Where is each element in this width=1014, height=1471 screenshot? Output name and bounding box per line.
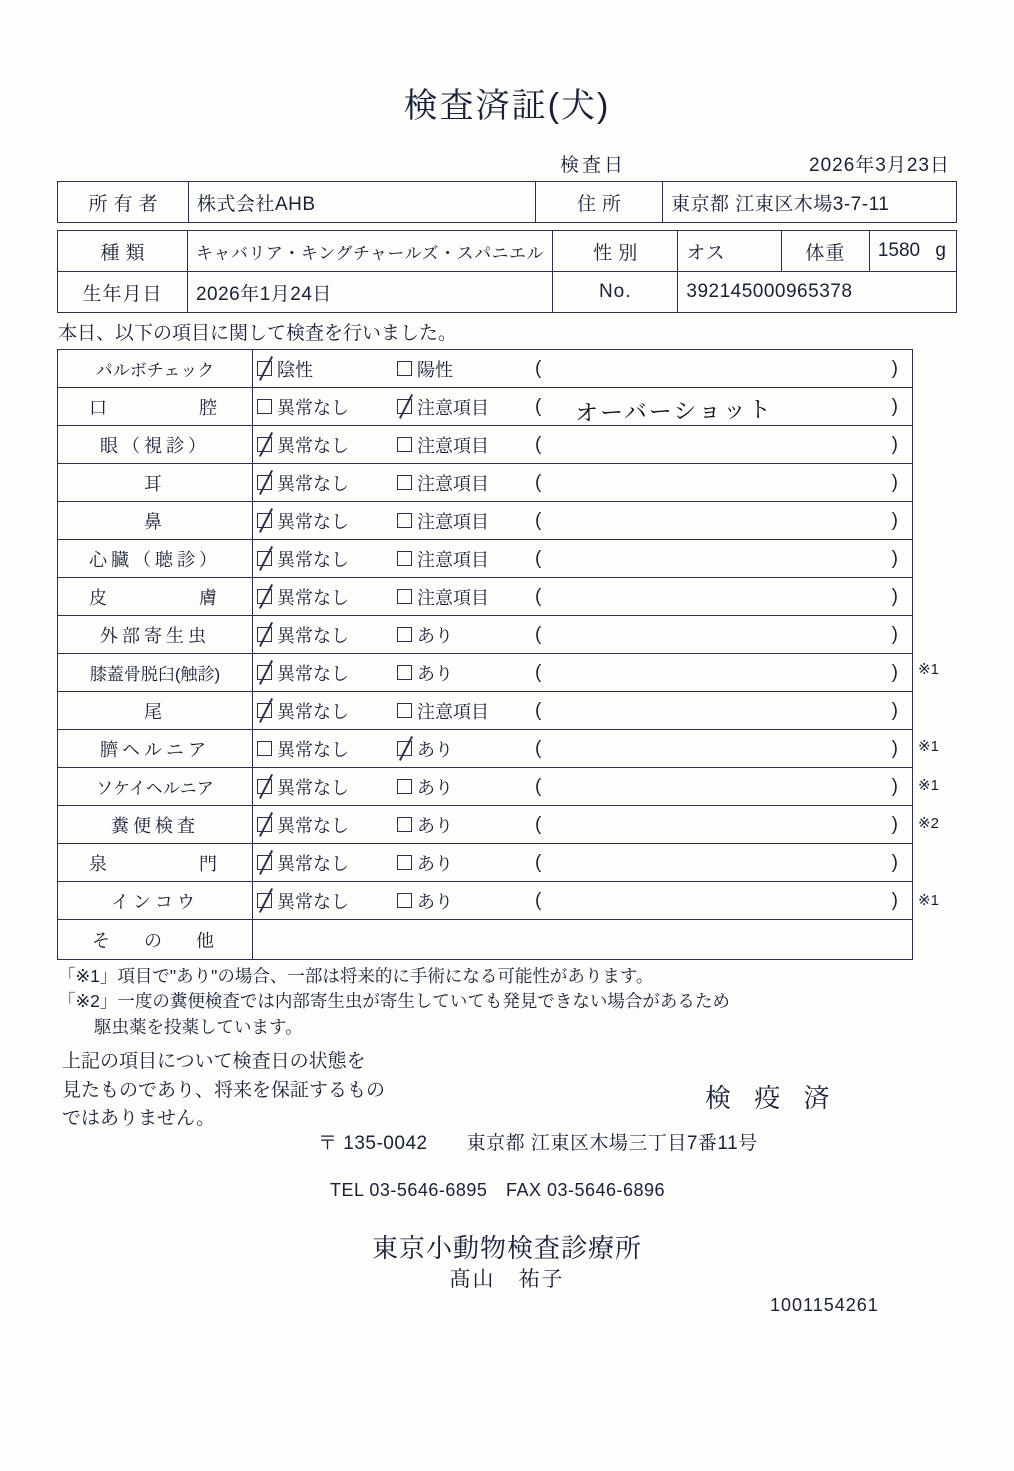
paren-close: ) bbox=[891, 699, 898, 721]
checkbox-option-1[interactable] bbox=[253, 812, 397, 838]
checklist-item-label: ソケイヘルニア bbox=[58, 768, 253, 806]
checkbox-icon[interactable] bbox=[397, 779, 412, 794]
checkbox-option-1[interactable] bbox=[253, 584, 397, 610]
checkbox-option-2[interactable] bbox=[397, 812, 527, 838]
checklist-options-cell bbox=[253, 768, 913, 806]
checkbox-option-1[interactable] bbox=[253, 508, 397, 534]
checkbox-option-1[interactable] bbox=[253, 470, 397, 496]
checklist-item-label: 外部寄生虫 bbox=[58, 616, 253, 654]
footnote-2-line-2: 駆虫薬を投薬しています。 bbox=[94, 1016, 303, 1037]
checklist-options-cell bbox=[253, 806, 913, 844]
paren-close: ) bbox=[891, 737, 898, 759]
tel-fax: TEL 03-5646-6895 FAX 03-5646-6896 bbox=[330, 1180, 666, 1200]
checkbox-icon[interactable] bbox=[257, 361, 272, 376]
checklist-options-cell bbox=[253, 844, 913, 882]
checkbox-icon[interactable] bbox=[257, 551, 272, 566]
address-value: 東京都 江東区木場3-7-11 bbox=[663, 182, 957, 223]
closing-line-3: ではありません。 bbox=[62, 1108, 216, 1129]
paren-open: ( bbox=[535, 547, 542, 569]
intro-text: 本日、以下の項目に関して検査を行いました。 bbox=[58, 323, 458, 344]
paren-close: ) bbox=[891, 471, 898, 493]
checklist-item-label: 尾 bbox=[58, 692, 253, 730]
paren-close: ) bbox=[891, 623, 898, 645]
checkbox-option-1-label: 異常なし bbox=[277, 549, 349, 570]
paren-open: ( bbox=[535, 509, 542, 531]
table-row bbox=[58, 231, 957, 272]
checkbox-icon[interactable] bbox=[257, 475, 272, 490]
checklist-row bbox=[58, 654, 913, 692]
checkbox-icon[interactable] bbox=[397, 855, 412, 870]
note-field[interactable] bbox=[527, 852, 912, 874]
paren-close: ) bbox=[891, 889, 898, 911]
checkbox-option-1[interactable] bbox=[253, 432, 397, 458]
paren-close: ) bbox=[891, 813, 898, 835]
paren-close: ) bbox=[891, 395, 898, 417]
checkbox-option-1[interactable] bbox=[253, 698, 397, 724]
footnotes bbox=[58, 964, 730, 1040]
checklist-item-label: 心臓（聴診） bbox=[58, 540, 253, 578]
footnote-marker: ※1 bbox=[918, 776, 939, 794]
animal-info-table bbox=[57, 230, 957, 313]
checkbox-option-2-label: 注意項目 bbox=[417, 587, 489, 608]
closing-statement bbox=[62, 1048, 385, 1134]
breed-label: 種類 bbox=[58, 231, 188, 272]
checklist-item-label: 臍ヘルニア bbox=[58, 730, 253, 768]
checkbox-icon[interactable] bbox=[397, 399, 412, 414]
paren-close: ) bbox=[891, 547, 898, 569]
checkbox-option-1[interactable] bbox=[253, 394, 397, 420]
checkbox-option-2[interactable] bbox=[397, 356, 527, 382]
checklist-item-label: 糞便検査 bbox=[58, 806, 253, 844]
checkbox-option-1[interactable] bbox=[253, 660, 397, 686]
note-field[interactable] bbox=[527, 700, 912, 722]
checklist-row bbox=[58, 502, 913, 540]
checklist-options-cell bbox=[253, 350, 913, 388]
other-label: そ の 他 bbox=[58, 920, 253, 960]
paren-close: ) bbox=[891, 851, 898, 873]
note-field[interactable] bbox=[527, 890, 912, 912]
checkbox-icon[interactable] bbox=[397, 817, 412, 832]
checklist-item-label: 耳 bbox=[58, 464, 253, 502]
footnote-1: 「※1」項目で"あり"の場合、一部は将来的に手術になる可能性があります。 bbox=[58, 966, 654, 986]
address-label: 住所 bbox=[536, 182, 663, 223]
paren-open: ( bbox=[535, 395, 542, 417]
checklist-item-label: パルボチェック bbox=[58, 350, 253, 388]
birth-label: 生年月日 bbox=[58, 272, 188, 313]
breed-value: キャバリア・キングチャールズ・スパニエル bbox=[187, 231, 552, 272]
closing-line-2: 見たものであり、将来を保証するもの bbox=[62, 1079, 386, 1101]
checkbox-option-2-label: あり bbox=[417, 625, 453, 646]
checkbox-option-2[interactable] bbox=[397, 394, 527, 420]
checkbox-option-1-label: 異常なし bbox=[277, 473, 349, 494]
checkbox-option-1-label: 異常なし bbox=[277, 587, 349, 608]
checkbox-option-1[interactable] bbox=[253, 774, 397, 800]
note-field[interactable] bbox=[527, 510, 912, 532]
checklist-options-cell bbox=[253, 692, 913, 730]
checkbox-option-2[interactable] bbox=[397, 584, 527, 610]
checkbox-icon[interactable] bbox=[397, 893, 412, 908]
checklist-row-other bbox=[58, 920, 913, 960]
checkbox-option-2-label: あり bbox=[417, 891, 453, 912]
note-field[interactable] bbox=[527, 472, 912, 494]
no-label: No. bbox=[553, 272, 678, 313]
serial-number: 1001154261 bbox=[770, 1295, 879, 1315]
note-field[interactable] bbox=[527, 776, 912, 798]
checkbox-option-1-label: 異常なし bbox=[277, 853, 349, 874]
exam-date-value: 2026年3月23日 bbox=[809, 155, 950, 176]
checkbox-option-1[interactable] bbox=[253, 850, 397, 876]
checklist-item-label: 鼻 bbox=[58, 502, 253, 540]
checkbox-option-1[interactable] bbox=[253, 356, 397, 382]
checkbox-option-1-label: 異常なし bbox=[277, 625, 349, 646]
checklist-table bbox=[57, 349, 913, 960]
postal-address: 〒 135-0042 東京都 江東区木場三丁目7番11号 bbox=[318, 1133, 758, 1154]
checklist-row bbox=[58, 768, 913, 806]
checkbox-option-2[interactable] bbox=[397, 546, 527, 572]
handwritten-oral-note: オーバーショット bbox=[574, 396, 774, 428]
checklist-item-label: 膝蓋骨脱臼(触診) bbox=[58, 654, 253, 692]
weight-label: 体重 bbox=[781, 231, 869, 272]
checklist-row bbox=[58, 730, 913, 768]
paren-open: ( bbox=[535, 775, 542, 797]
checkbox-option-2-label: 注意項目 bbox=[417, 397, 489, 418]
checkbox-option-2[interactable] bbox=[397, 774, 527, 800]
page-title: 検査済証(犬) bbox=[403, 87, 611, 125]
note-field[interactable] bbox=[527, 358, 912, 380]
footnote-marker: ※1 bbox=[918, 892, 939, 910]
checkbox-icon[interactable] bbox=[397, 741, 412, 756]
checkbox-option-1-label: 異常なし bbox=[277, 511, 349, 532]
checklist-item-label: 口 腔 bbox=[58, 388, 253, 426]
exam-date-label: 検査日 bbox=[560, 155, 627, 176]
exam-date-row bbox=[560, 150, 950, 177]
weight-cell bbox=[869, 231, 956, 272]
checkbox-option-2-label: 注意項目 bbox=[417, 511, 489, 532]
paren-open: ( bbox=[535, 433, 542, 455]
checkbox-icon[interactable] bbox=[397, 513, 412, 528]
paren-open: ( bbox=[535, 623, 542, 645]
checkbox-icon[interactable] bbox=[397, 589, 412, 604]
paren-open: ( bbox=[535, 471, 542, 493]
checkbox-icon[interactable] bbox=[257, 399, 272, 414]
checkbox-option-1[interactable] bbox=[253, 622, 397, 648]
checkbox-option-1-label: 異常なし bbox=[277, 739, 349, 760]
checkbox-icon[interactable] bbox=[397, 703, 412, 718]
checkbox-option-2-label: 注意項目 bbox=[417, 549, 489, 570]
checkbox-icon[interactable] bbox=[257, 741, 272, 756]
checkbox-option-2-label: あり bbox=[417, 853, 453, 874]
sex-value: オス bbox=[678, 231, 781, 272]
checklist-row bbox=[58, 388, 913, 426]
paren-open: ( bbox=[535, 737, 542, 759]
table-row bbox=[58, 182, 957, 223]
paren-close: ) bbox=[891, 509, 898, 531]
checklist-options-cell bbox=[253, 882, 913, 920]
paren-close: ) bbox=[891, 433, 898, 455]
checkbox-option-2[interactable] bbox=[397, 660, 527, 686]
weight-value: 1580 bbox=[877, 240, 921, 261]
paren-close: ) bbox=[891, 661, 898, 683]
sex-label: 性別 bbox=[553, 231, 678, 272]
checkbox-icon[interactable] bbox=[257, 855, 272, 870]
checklist-row bbox=[58, 844, 913, 882]
checkbox-option-2[interactable] bbox=[397, 850, 527, 876]
checkbox-option-2-label: あり bbox=[417, 815, 453, 836]
checklist-options-cell bbox=[253, 654, 913, 692]
checkbox-option-1-label: 異常なし bbox=[277, 815, 349, 836]
checklist-options-cell bbox=[253, 540, 913, 578]
checklist-item-label: 眼（視診） bbox=[58, 426, 253, 464]
note-field[interactable] bbox=[527, 738, 912, 760]
note-field[interactable] bbox=[527, 434, 912, 456]
checklist-item-label: 泉 門 bbox=[58, 844, 253, 882]
checkbox-icon[interactable] bbox=[257, 703, 272, 718]
checkbox-option-1-label: 異常なし bbox=[277, 663, 349, 684]
owner-table bbox=[57, 181, 957, 223]
checkbox-option-2-label: 注意項目 bbox=[417, 701, 489, 722]
closing-line-1: 上記の項目について検査日の状態を bbox=[62, 1051, 366, 1072]
paren-open: ( bbox=[535, 699, 542, 721]
checkbox-option-2-label: あり bbox=[417, 777, 453, 798]
checkbox-icon[interactable] bbox=[257, 665, 272, 680]
note-field[interactable] bbox=[527, 624, 912, 646]
checkbox-option-1-label: 異常なし bbox=[277, 891, 349, 912]
checkbox-icon[interactable] bbox=[257, 513, 272, 528]
checkbox-option-2-label: あり bbox=[417, 739, 453, 760]
note-field[interactable] bbox=[527, 662, 912, 684]
doctor-name: 髙山 祐子 bbox=[449, 1268, 565, 1291]
checkbox-icon[interactable] bbox=[397, 665, 412, 680]
checkbox-icon[interactable] bbox=[397, 475, 412, 490]
checklist-options-cell bbox=[253, 578, 913, 616]
note-field[interactable] bbox=[527, 586, 912, 608]
checklist-row bbox=[58, 692, 913, 730]
checkbox-option-1-label: 異常なし bbox=[277, 397, 349, 418]
paren-open: ( bbox=[535, 851, 542, 873]
owner-value: 株式会社AHB bbox=[189, 182, 536, 223]
checkbox-icon[interactable] bbox=[257, 817, 272, 832]
checkbox-option-2[interactable] bbox=[397, 470, 527, 496]
checkbox-option-1[interactable] bbox=[253, 888, 397, 914]
paren-open: ( bbox=[535, 585, 542, 607]
weight-unit: g bbox=[935, 240, 946, 261]
other-value[interactable] bbox=[253, 920, 913, 960]
checkbox-option-2-label: あり bbox=[417, 663, 453, 684]
checkbox-option-1-label: 異常なし bbox=[277, 435, 349, 456]
checkbox-icon[interactable] bbox=[397, 627, 412, 642]
checklist-item-label: インコウ bbox=[58, 882, 253, 920]
paren-open: ( bbox=[535, 813, 542, 835]
checkbox-option-2[interactable] bbox=[397, 432, 527, 458]
checklist-row bbox=[58, 426, 913, 464]
checkbox-icon[interactable] bbox=[257, 893, 272, 908]
birth-value: 2026年1月24日 bbox=[187, 272, 552, 313]
paren-close: ) bbox=[891, 357, 898, 379]
checkbox-icon[interactable] bbox=[257, 627, 272, 642]
checklist-row bbox=[58, 540, 913, 578]
checkbox-icon[interactable] bbox=[397, 437, 412, 452]
checkbox-option-1[interactable] bbox=[253, 546, 397, 572]
checklist-options-cell bbox=[253, 730, 913, 768]
checkbox-option-2[interactable] bbox=[397, 698, 527, 724]
paren-open: ( bbox=[535, 661, 542, 683]
note-field[interactable] bbox=[527, 548, 912, 570]
paren-close: ) bbox=[891, 585, 898, 607]
footnote-marker: ※1 bbox=[918, 660, 939, 678]
footnote-2-line-1: 「※2」一度の糞便検査では内部寄生虫が寄生していても発見できない場合があるため bbox=[58, 991, 730, 1012]
checkbox-option-1-label: 異常なし bbox=[277, 701, 349, 722]
quarantine-stamp: 検 疫 済 bbox=[705, 1083, 838, 1113]
table-row bbox=[58, 272, 957, 313]
checklist-options-cell bbox=[253, 426, 913, 464]
checkbox-option-2[interactable] bbox=[397, 508, 527, 534]
checklist-row bbox=[58, 464, 913, 502]
paren-close: ) bbox=[891, 775, 898, 797]
checkbox-icon[interactable] bbox=[397, 551, 412, 566]
note-field[interactable] bbox=[527, 814, 912, 836]
checklist-row bbox=[58, 578, 913, 616]
checklist-options-cell bbox=[253, 616, 913, 654]
checklist-row bbox=[58, 882, 913, 920]
paren-open: ( bbox=[535, 357, 542, 379]
owner-label: 所有者 bbox=[58, 182, 189, 223]
checkbox-icon[interactable] bbox=[257, 589, 272, 604]
checkbox-option-2-label: 注意項目 bbox=[417, 435, 489, 456]
checklist-options-cell bbox=[253, 502, 913, 540]
checklist-row bbox=[58, 806, 913, 844]
checkbox-icon[interactable] bbox=[257, 437, 272, 452]
checkbox-option-2[interactable] bbox=[397, 622, 527, 648]
footnote-marker: ※1 bbox=[918, 738, 939, 755]
checklist-row bbox=[58, 616, 913, 654]
checkbox-option-1-label: 異常なし bbox=[277, 777, 349, 798]
no-value: 392145000965378 bbox=[678, 272, 957, 313]
checkbox-icon[interactable] bbox=[397, 361, 412, 376]
checkbox-option-2-label: 注意項目 bbox=[417, 473, 489, 494]
paren-open: ( bbox=[535, 889, 542, 911]
checklist-options-cell bbox=[253, 464, 913, 502]
checkbox-option-2-label: 陽性 bbox=[417, 359, 453, 380]
clinic-name: 東京小動物検査診療所 bbox=[371, 1233, 642, 1263]
checkbox-option-1[interactable] bbox=[253, 736, 397, 762]
footnote-marker: ※2 bbox=[918, 815, 939, 833]
checklist-row bbox=[58, 350, 913, 388]
checkbox-option-2[interactable] bbox=[397, 888, 527, 914]
checkbox-option-1-label: 陰性 bbox=[277, 359, 313, 380]
checkbox-icon[interactable] bbox=[257, 779, 272, 794]
checklist-item-label: 皮 膚 bbox=[58, 578, 253, 616]
checkbox-option-2[interactable] bbox=[397, 736, 527, 762]
